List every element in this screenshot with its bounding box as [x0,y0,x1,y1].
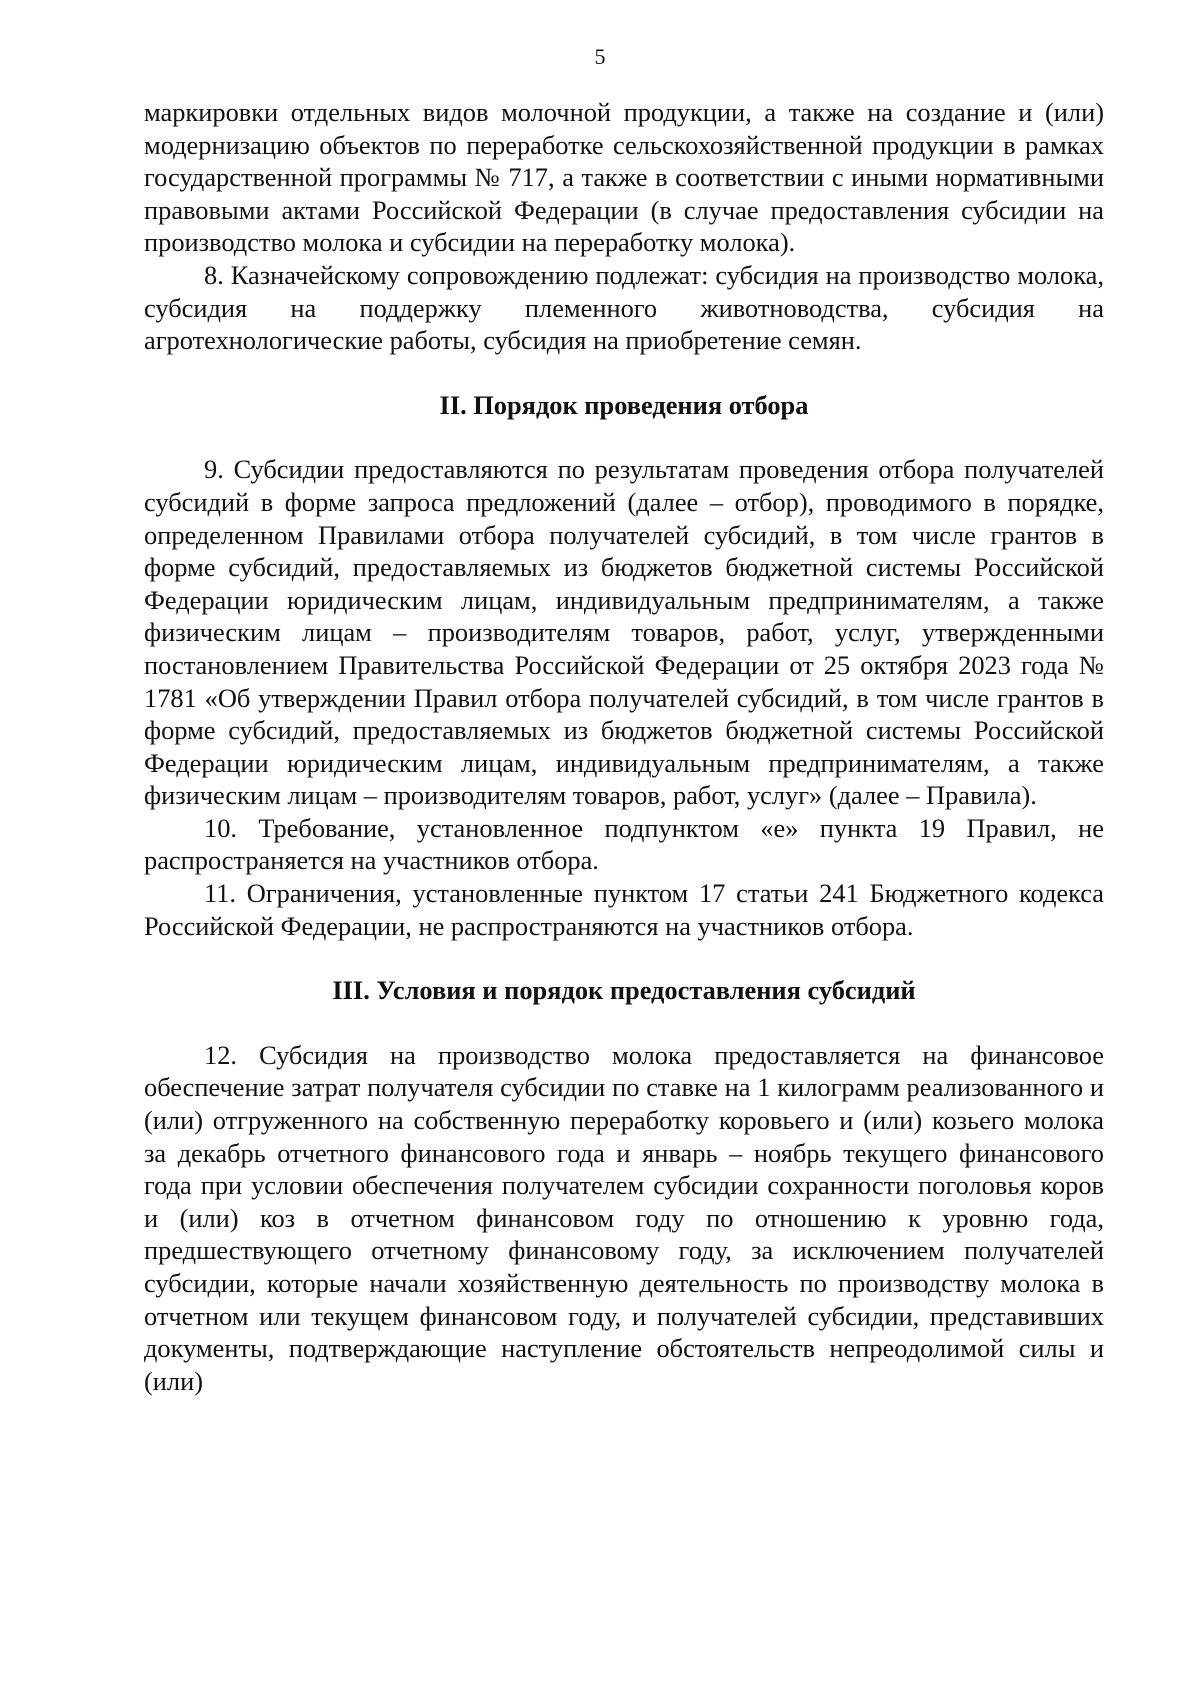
paragraph-10: 10. Требование, установленное подпунктом «е» пункта 19 Правил, не распространяется на участников отбора. [144,812,1104,876]
section-2-heading: II. Порядок проведения отбора [439,389,809,420]
paragraph-continuation: маркировки отдельных видов молочной продукции, а также на создание и (или) модернизацию объектов по переработке сельскохозяйственной продукции в рамках государственной программы № 717, а также в соответствии с иными нормативными правовыми актами Российской Федерации (в случае предоставления субсидии на производство молока и субсидии на переработку молока). [144,97,1104,258]
page-number: 5 [594,44,606,69]
paragraph-12: 12. Субсидия на производство молока предоставляется на финансовое обеспечение затрат получателя субсидии по ставке на 1 килограмм реализованного и (или) отгруженного на собственную переработку коровьего и (или) козьего молока за декабрь отчетного финансового года и январь – ноябрь текущего финансового года при условии обеспечения получателем субсидии сохранности поголовья коров и (или) коз в отчетном финансовом году по отношению к уровню года, предшествующего отчетному финансовому году, за исключением получателей субсидии, которые начали хозяйственную деятельность по производству молока в отчетном или текущем финансовом году, и получателей субсидии, представивших документы, подтверждающие наступление обстоятельств непреодолимой силы и (или) [144,1039,1104,1396]
paragraph-8: 8. Казначейскому сопровождению подлежат: субсидия на производство молока, субсидия на поддержку племенного животноводства, субсидия на агротехнологические работы, субсидия на приобретение семян. [144,259,1104,356]
paragraph-9: 9. Субсидии предоставляются по результатам проведения отбора получателей субсидий в форме запроса предложений (далее – отбор), проводимого в порядке, определенном Правилами отбора получателей субсидий, в том числе грантов в форме субсидий, предоставляемых из бюджетов бюджетной системы Российской Федерации юридическим лицам, индивидуальным предпринимателям, а также физическим лицам – производителям товаров, работ, услуг, утвержденными постановлением Правительства Российской Федерации от 25 октября 2023 года № 1781 «Об утверждении Правил отбора получателей субсидий, в том числе грантов в форме субсидий, предоставляемых из бюджетов бюджетной системы Российской Федерации юридическим лицам, индивидуальным предпринимателям, а также физическим лицам – производителям товаров, работ, услуг» (далее – Правила). [144,454,1104,811]
section-3-heading: III. Условия и порядок предоставления субсидий [332,975,916,1006]
paragraph-11: 11. Ограничения, установленные пунктом 17 статьи 241 Бюджетного кодекса Российской Федерации, не распространяются на участников отбора. [144,878,1104,941]
document-body [144,96,1104,1397]
